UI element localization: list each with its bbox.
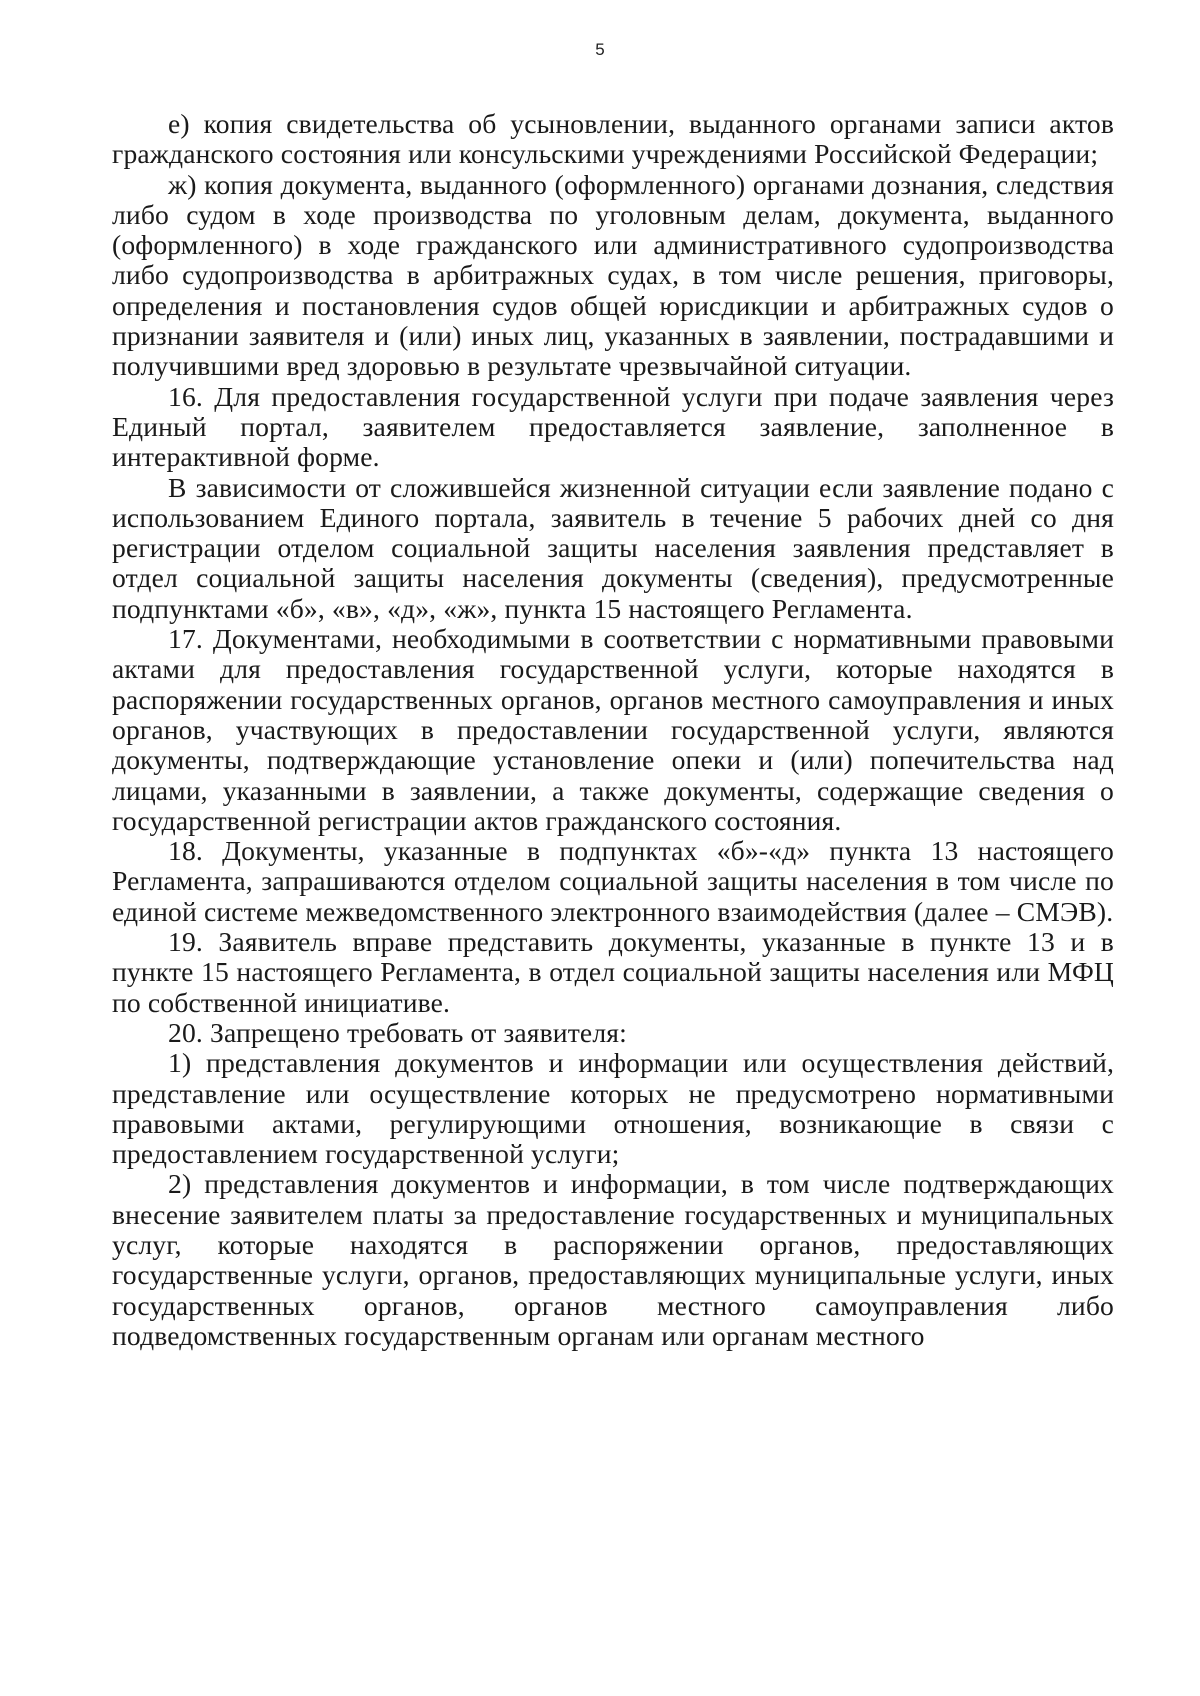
paragraph-20-item-1: 1) представления документов и информации или осуществления действий, представление или осуществление которых не предусмотрено нормативными правовыми актами, регулирующими отношения, возникающие в связи с предоставлением государственной услуги; (112, 1047, 1114, 1170)
paragraph-20-prohibited: 20. Запрещено требовать от заявителя: (168, 1016, 627, 1048)
paragraph-19-applicant-right: 19. Заявитель вправе представить документы, указанные в пункте 13 и в пункте 15 настоящего Регламента, в отдел социальной защиты населения или МФЦ по собственной инициативе. (112, 926, 1114, 1018)
paragraph-18-requested-documents: 18. Документы, указанные в подпунктах «б»-«д» пункта 13 настоящего Регламента, запрашиваются отделом социальной защиты населения в том числе по единой системе межведомственного электронного взаимодействия (далее – СМЭВ). (112, 835, 1114, 927)
paragraph-17-required-documents: 17. Документами, необходимыми в соответствии с нормативными правовыми актами для предоставления государственной услуги, которые находятся в распоряжении государственных органов, органов местного самоуправления и иных органов, участвующих в предоставлении государственной услуги, являются документы, подтверждающие установление опеки и (или) попечительства над лицами, указанными в заявлении, а также документы, содержащие сведения о государственной регистрации актов гражданского состояния. (112, 623, 1114, 836)
paragraph-e-adoption-certificate: е) копия свидетельства об усыновлении, выданного органами записи актов гражданского состояния или консульскими учреждениями Российской Федерации; (112, 108, 1114, 170)
document-body (112, 109, 1114, 1351)
paragraph-zh-court-document: ж) копия документа, выданного (оформленного) органами дознания, следствия либо судом в ходе производства по уголовным делам, документа, выданного (оформленного) в ходе гражданского или административного судопроизводства либо судопроизводства в арбитражных судах, в том числе решения, приговоры, определения и постановления судов общей юрисдикции и арбитражных судов о признании заявителя и (или) иных лиц, указанных в заявлении, пострадавшими и получившими вред здоровью в результате чрезвычайной ситуации. (112, 168, 1114, 382)
paragraph-16-single-portal: 16. Для предоставления государственной услуги при подаче заявления через Единый портал, заявителем предоставляется заявление, заполненное в интерактивной форме. (112, 380, 1114, 473)
paragraph-20-item-2: 2) представления документов и информации, в том числе подтверждающих внесение заявителем платы за предоставление государственных и муниципальных услуг, которые находятся в распоряжении органов, предоставляющих государственные услуги, органов, предоставляющих муниципальные услуги, иных государственных органов, органов местного самоуправления либо подведомственных государственным органам или органам местного (112, 1168, 1114, 1351)
page-number: 5 (595, 40, 605, 59)
paragraph-16-depending-on-situation: В зависимости от сложившейся жизненной ситуации если заявление подано с использованием Единого портала, заявитель в течение 5 рабочих дней со дня регистрации отделом социальной защиты населения заявления представляет в отдел социальной защиты населения документы (сведения), предусмотренные подпунктами «б», «в», «д», «ж», пункта 15 настоящего Регламента. (112, 471, 1114, 624)
